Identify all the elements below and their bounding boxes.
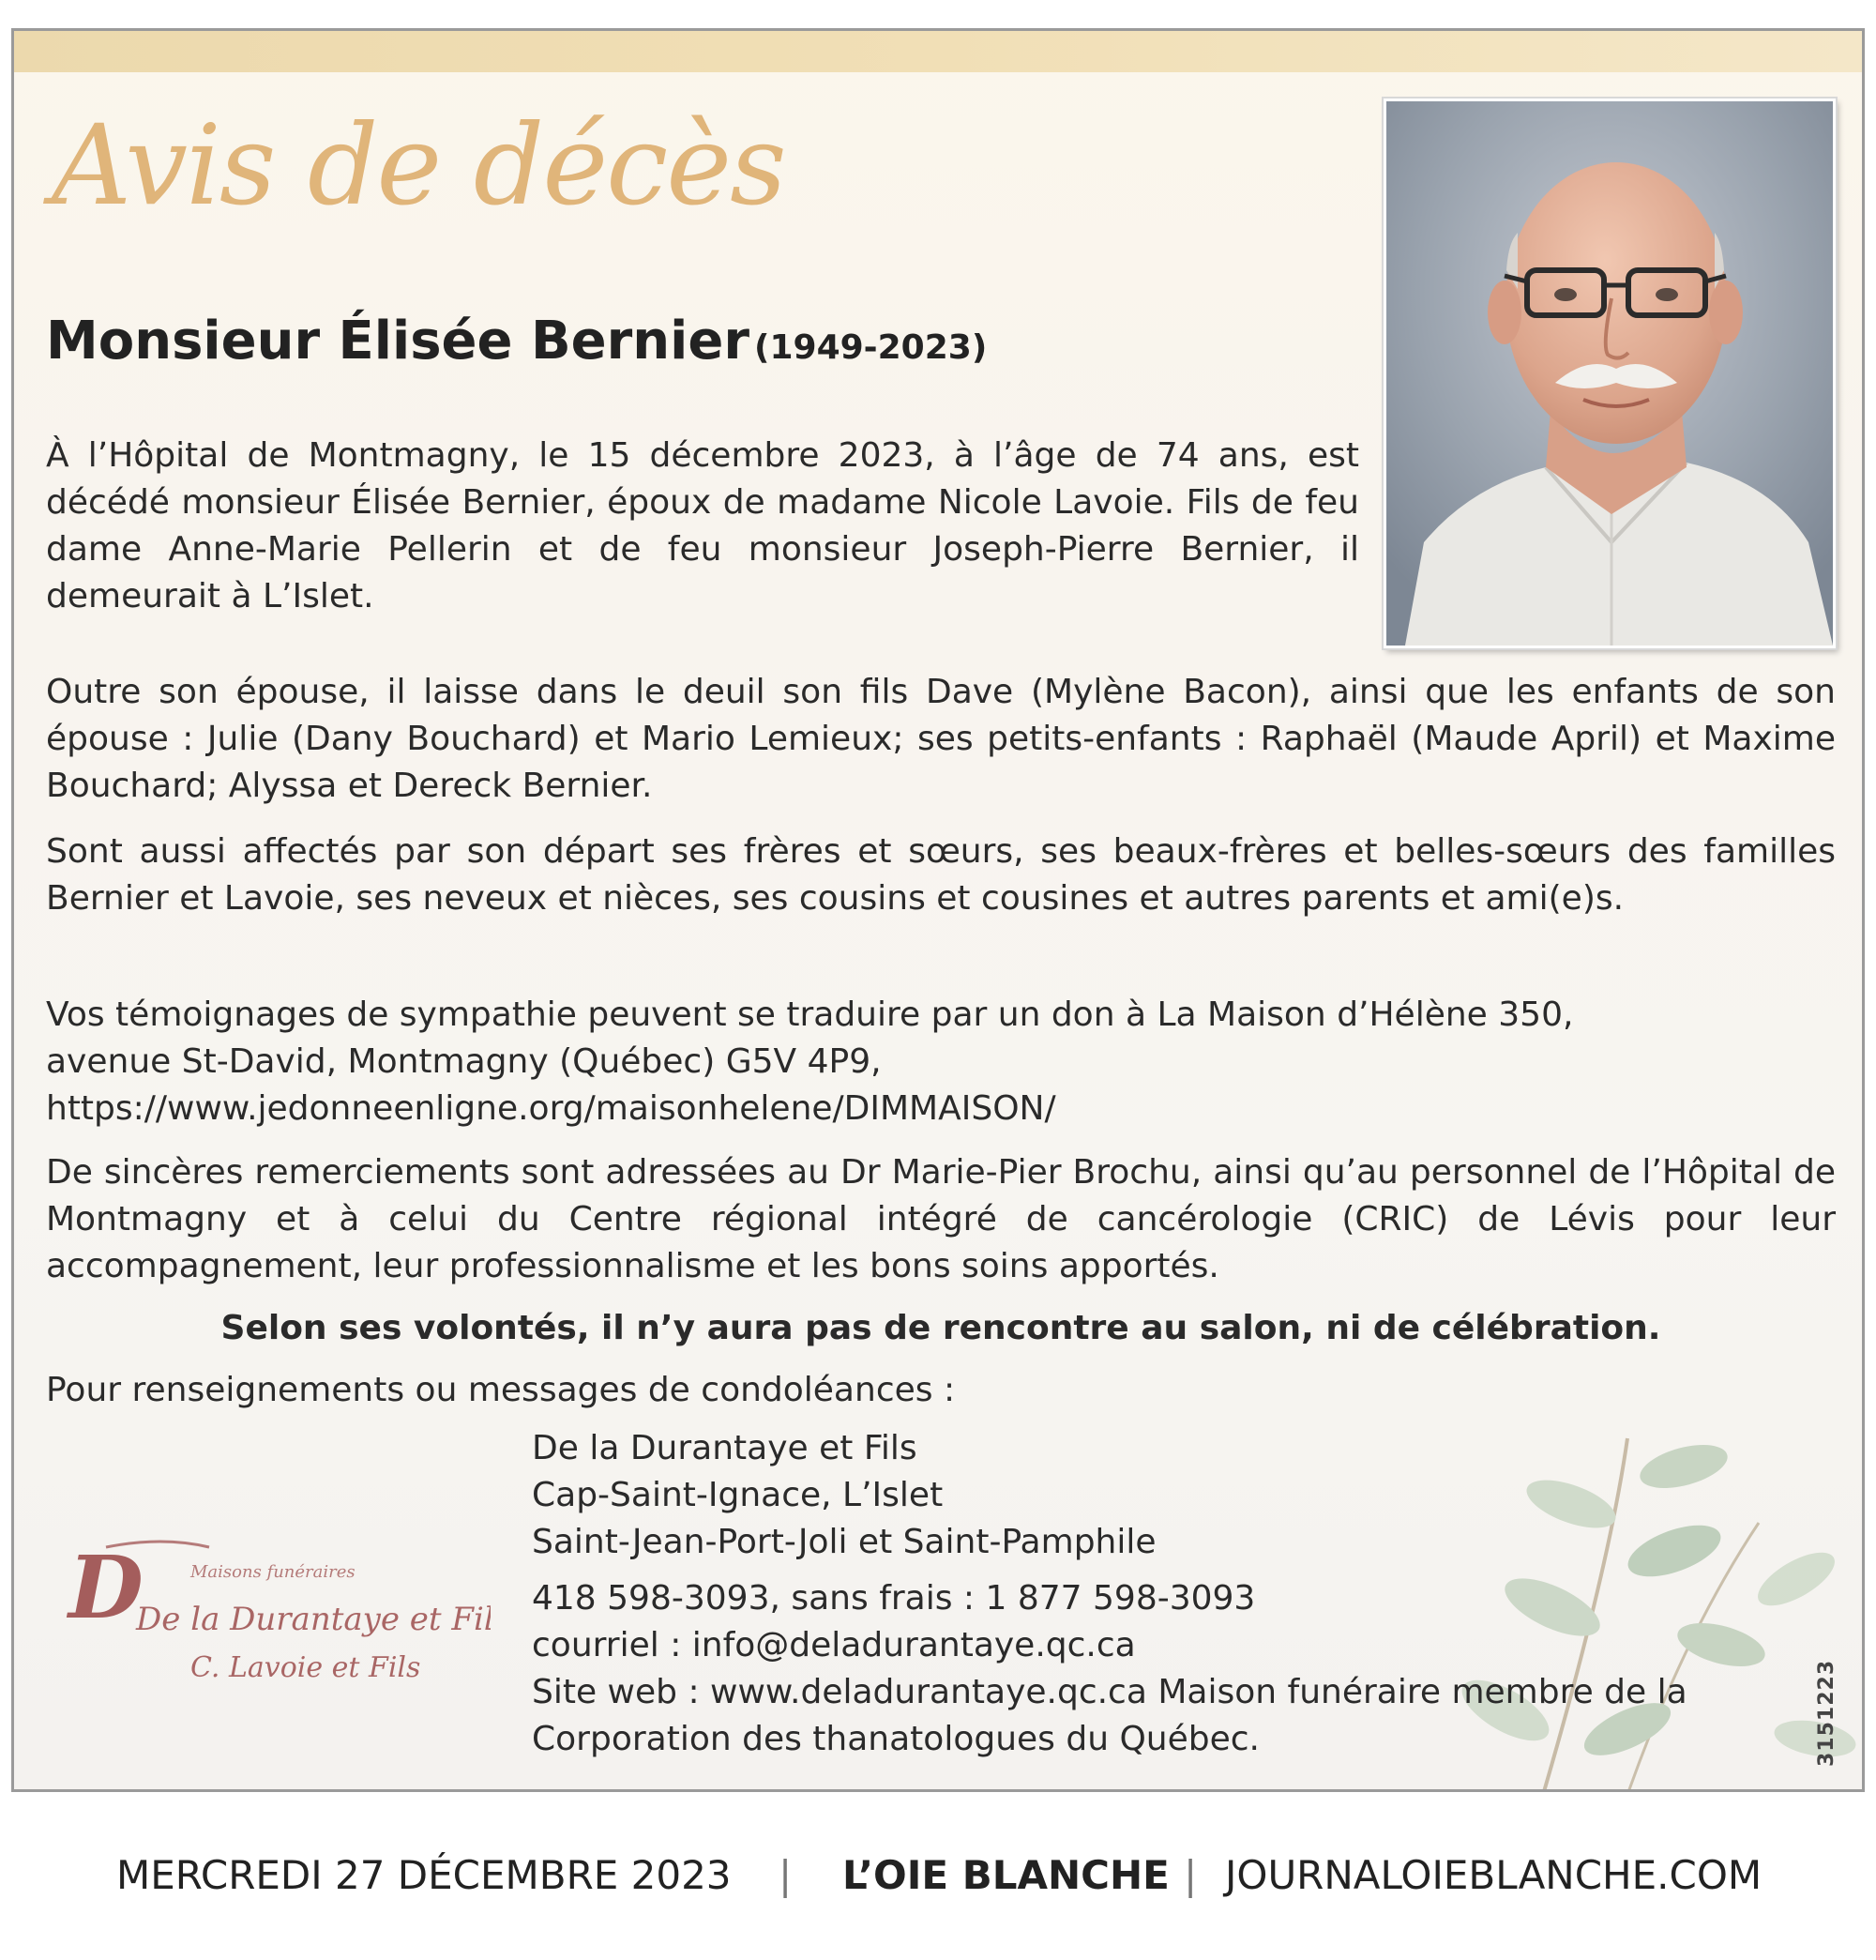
funeral-home-contact	[532, 1425, 1687, 1763]
paragraph-donations: Vos témoignages de sympathie peuvent se traduire par un don à La Maison d’Hélène 350, avenue St-David, Montmagny (Québec) G5V 4P9, https://www.jedonneenligne.org/maisonhelene/DIMMAISON/	[46, 995, 1574, 1128]
ad-code: 3151223	[1815, 1659, 1838, 1767]
decorative-top-band	[14, 31, 1862, 72]
paragraph-relatives: Sont aussi affectés par son départ ses frères et sœurs, ses beaux-frères et belles-sœurs des familles Bernier et Lavoie, ses neveux et nièces, ses cousins et cousines et autres parents et ami(e)s.	[46, 832, 1836, 918]
funeral-home-name: De la Durantaye et Fils	[532, 1429, 917, 1467]
funeral-home-web: Site web : www.deladurantaye.qc.ca Maison funéraire membre de la	[532, 1673, 1687, 1711]
funeral-home-email: courriel : info@deladurantaye.qc.ca	[532, 1626, 1136, 1664]
paragraph-thanks: De sincères remerciements sont adressées au Dr Marie-Pier Brochu, ainsi qu’au personnel de l’Hôpital de Montmagny et à celui du Centre régional intégré de cancérologie (CRIC) de Lévis pour leur accompagnement, leur professionnalisme et les bons soins apportés.	[46, 1153, 1836, 1285]
funeral-home-phone: 418 598-3093, sans frais : 1 877 598-3093	[532, 1579, 1256, 1618]
deceased-name: Monsieur Élisée Bernier	[46, 311, 749, 372]
logo-line-2: C. Lavoie et Fils	[190, 1651, 421, 1684]
obituary-notice	[11, 28, 1865, 1792]
notice-title: Avis de décès	[52, 100, 785, 230]
footer-separator: |	[1184, 1852, 1198, 1898]
funeral-home-towns-2: Saint-Jean-Port-Joli et Saint-Pamphile	[532, 1523, 1157, 1561]
info-intro: Pour renseignements ou messages de condoléances :	[46, 1371, 956, 1409]
footer-date: MERCREDI 27 DÉCEMBRE 2023	[116, 1852, 732, 1898]
portrait-illustration	[1386, 101, 1833, 646]
logo-line-1: De la Durantaye et Fils	[136, 1601, 491, 1638]
footer-separator: |	[779, 1852, 793, 1898]
paragraph-death-announcement: À l’Hôpital de Montmagny, le 15 décembre 2023, à l’âge de 74 ans, est décédé monsieur Élisée Bernier, époux de madame Nicole Lavoie. Fils de feu dame Anne-Marie Pellerin et de feu monsieur Joseph-Pierre Bernier, il demeurait à L’Islet.	[46, 436, 1359, 615]
footer-newspaper: L’OIE BLANCHE	[842, 1852, 1170, 1898]
svg-text:D: D	[68, 1537, 144, 1638]
logo-line-top: Maisons funéraires	[190, 1562, 356, 1582]
footer-website: JOURNALOIEBLANCHE.COM	[1225, 1852, 1763, 1898]
funeral-home-towns-1: Cap-Saint-Ignace, L’Islet	[532, 1476, 944, 1514]
deceased-name-line	[46, 311, 987, 372]
wishes-statement: Selon ses volontés, il n’y aura pas de rencontre au salon, ni de célébration.	[220, 1309, 1661, 1347]
paragraph-survivors: Outre son épouse, il laisse dans le deuil son fils Dave (Mylène Bacon), ainsi que les enfants de son épouse : Julie (Dany Bouchard) et Mario Lemieux; ses petits-enfants : Raphaël (Maude April) et Maxime Bouchard; Alyssa et Dereck Bernier.	[46, 673, 1836, 805]
deceased-years: (1949-2023)	[754, 328, 988, 367]
funeral-home-logo	[50, 1519, 491, 1697]
deceased-portrait	[1384, 99, 1836, 648]
funeral-home-corporation: Corporation des thanatologues du Québec.	[532, 1720, 1261, 1758]
